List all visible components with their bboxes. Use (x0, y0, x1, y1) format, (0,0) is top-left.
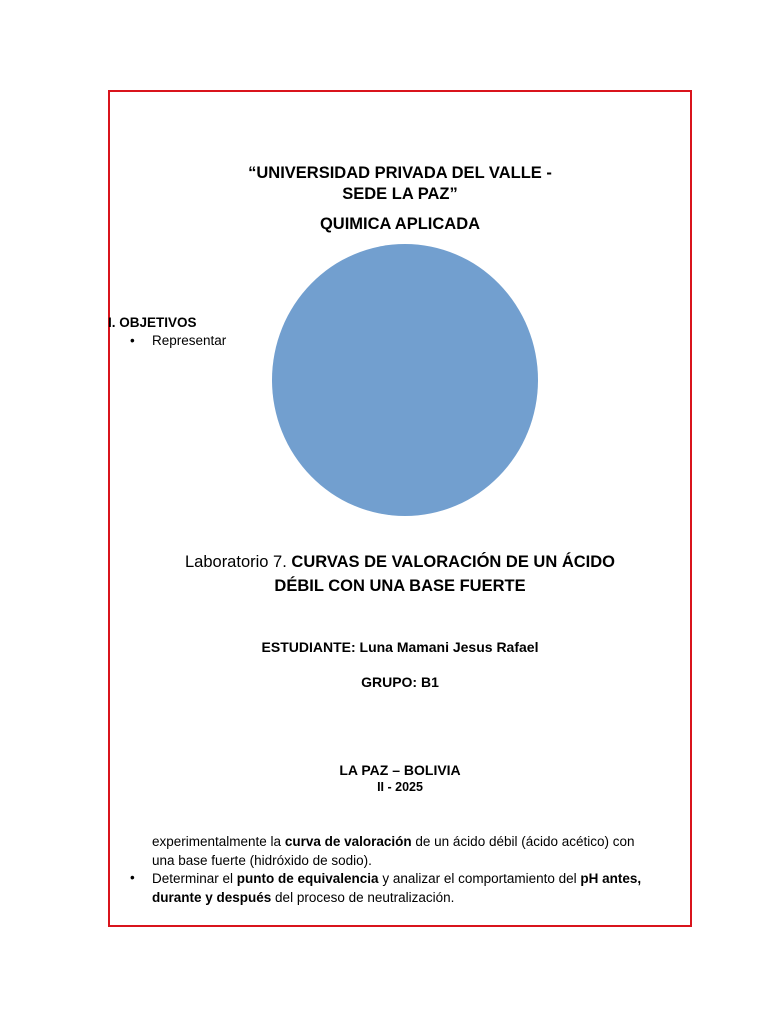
text-run: experimentalmente la (152, 834, 285, 849)
university-line-2: SEDE LA PAZ” (342, 185, 458, 203)
logo-placeholder-circle (272, 244, 538, 516)
lab-title-line-1 (108, 550, 692, 574)
bullet-marker: • (130, 870, 135, 885)
objective-2 (152, 870, 672, 907)
text-run: y analizar el comportamiento del (378, 871, 581, 886)
objective-2-line-1 (152, 870, 672, 889)
bold-run: pH antes, (580, 871, 642, 886)
text-run: de un ácido débil (ácido acético) con (411, 834, 635, 849)
bold-run: durante y después (152, 889, 272, 905)
lab-title-line-1-rest: CURVAS DE VALORACIÓN DE UN ÁCIDO (291, 553, 616, 571)
objective-1-continuation (152, 833, 672, 870)
text-run: del proceso de neutralización. (271, 889, 455, 905)
bold-run: punto de equivalencia (236, 871, 379, 886)
university-line-1: “UNIVERSIDAD PRIVADA DEL VALLE - (248, 164, 552, 182)
year-label: II - 2025 (377, 780, 423, 794)
group-label: GRUPO: B1 (361, 674, 439, 690)
course-title: QUIMICA APLICADA (319, 215, 481, 233)
lab-title-line-2: DÉBIL CON UNA BASE FUERTE (274, 577, 526, 595)
objectives-list (152, 333, 226, 348)
place-label: LA PAZ – BOLIVIA (339, 762, 461, 778)
bold-run: curva de valoración (284, 834, 412, 849)
text-run: Determinar el (152, 871, 237, 886)
objective-2-line-2 (152, 889, 672, 908)
objective-item-1-start: • Representar (152, 333, 226, 348)
university-title (108, 163, 692, 205)
student-name: ESTUDIANTE: Luna Mamani Jesus Rafael (261, 639, 539, 655)
objectives-heading: I. OBJETIVOS (108, 315, 197, 330)
objective-1-line-1 (152, 833, 672, 852)
lab-title (108, 550, 692, 598)
lab-prefix: Laboratorio 7. (184, 553, 287, 571)
objective-1-line-2: una base fuerte (hidróxido de sodio). (152, 852, 372, 868)
